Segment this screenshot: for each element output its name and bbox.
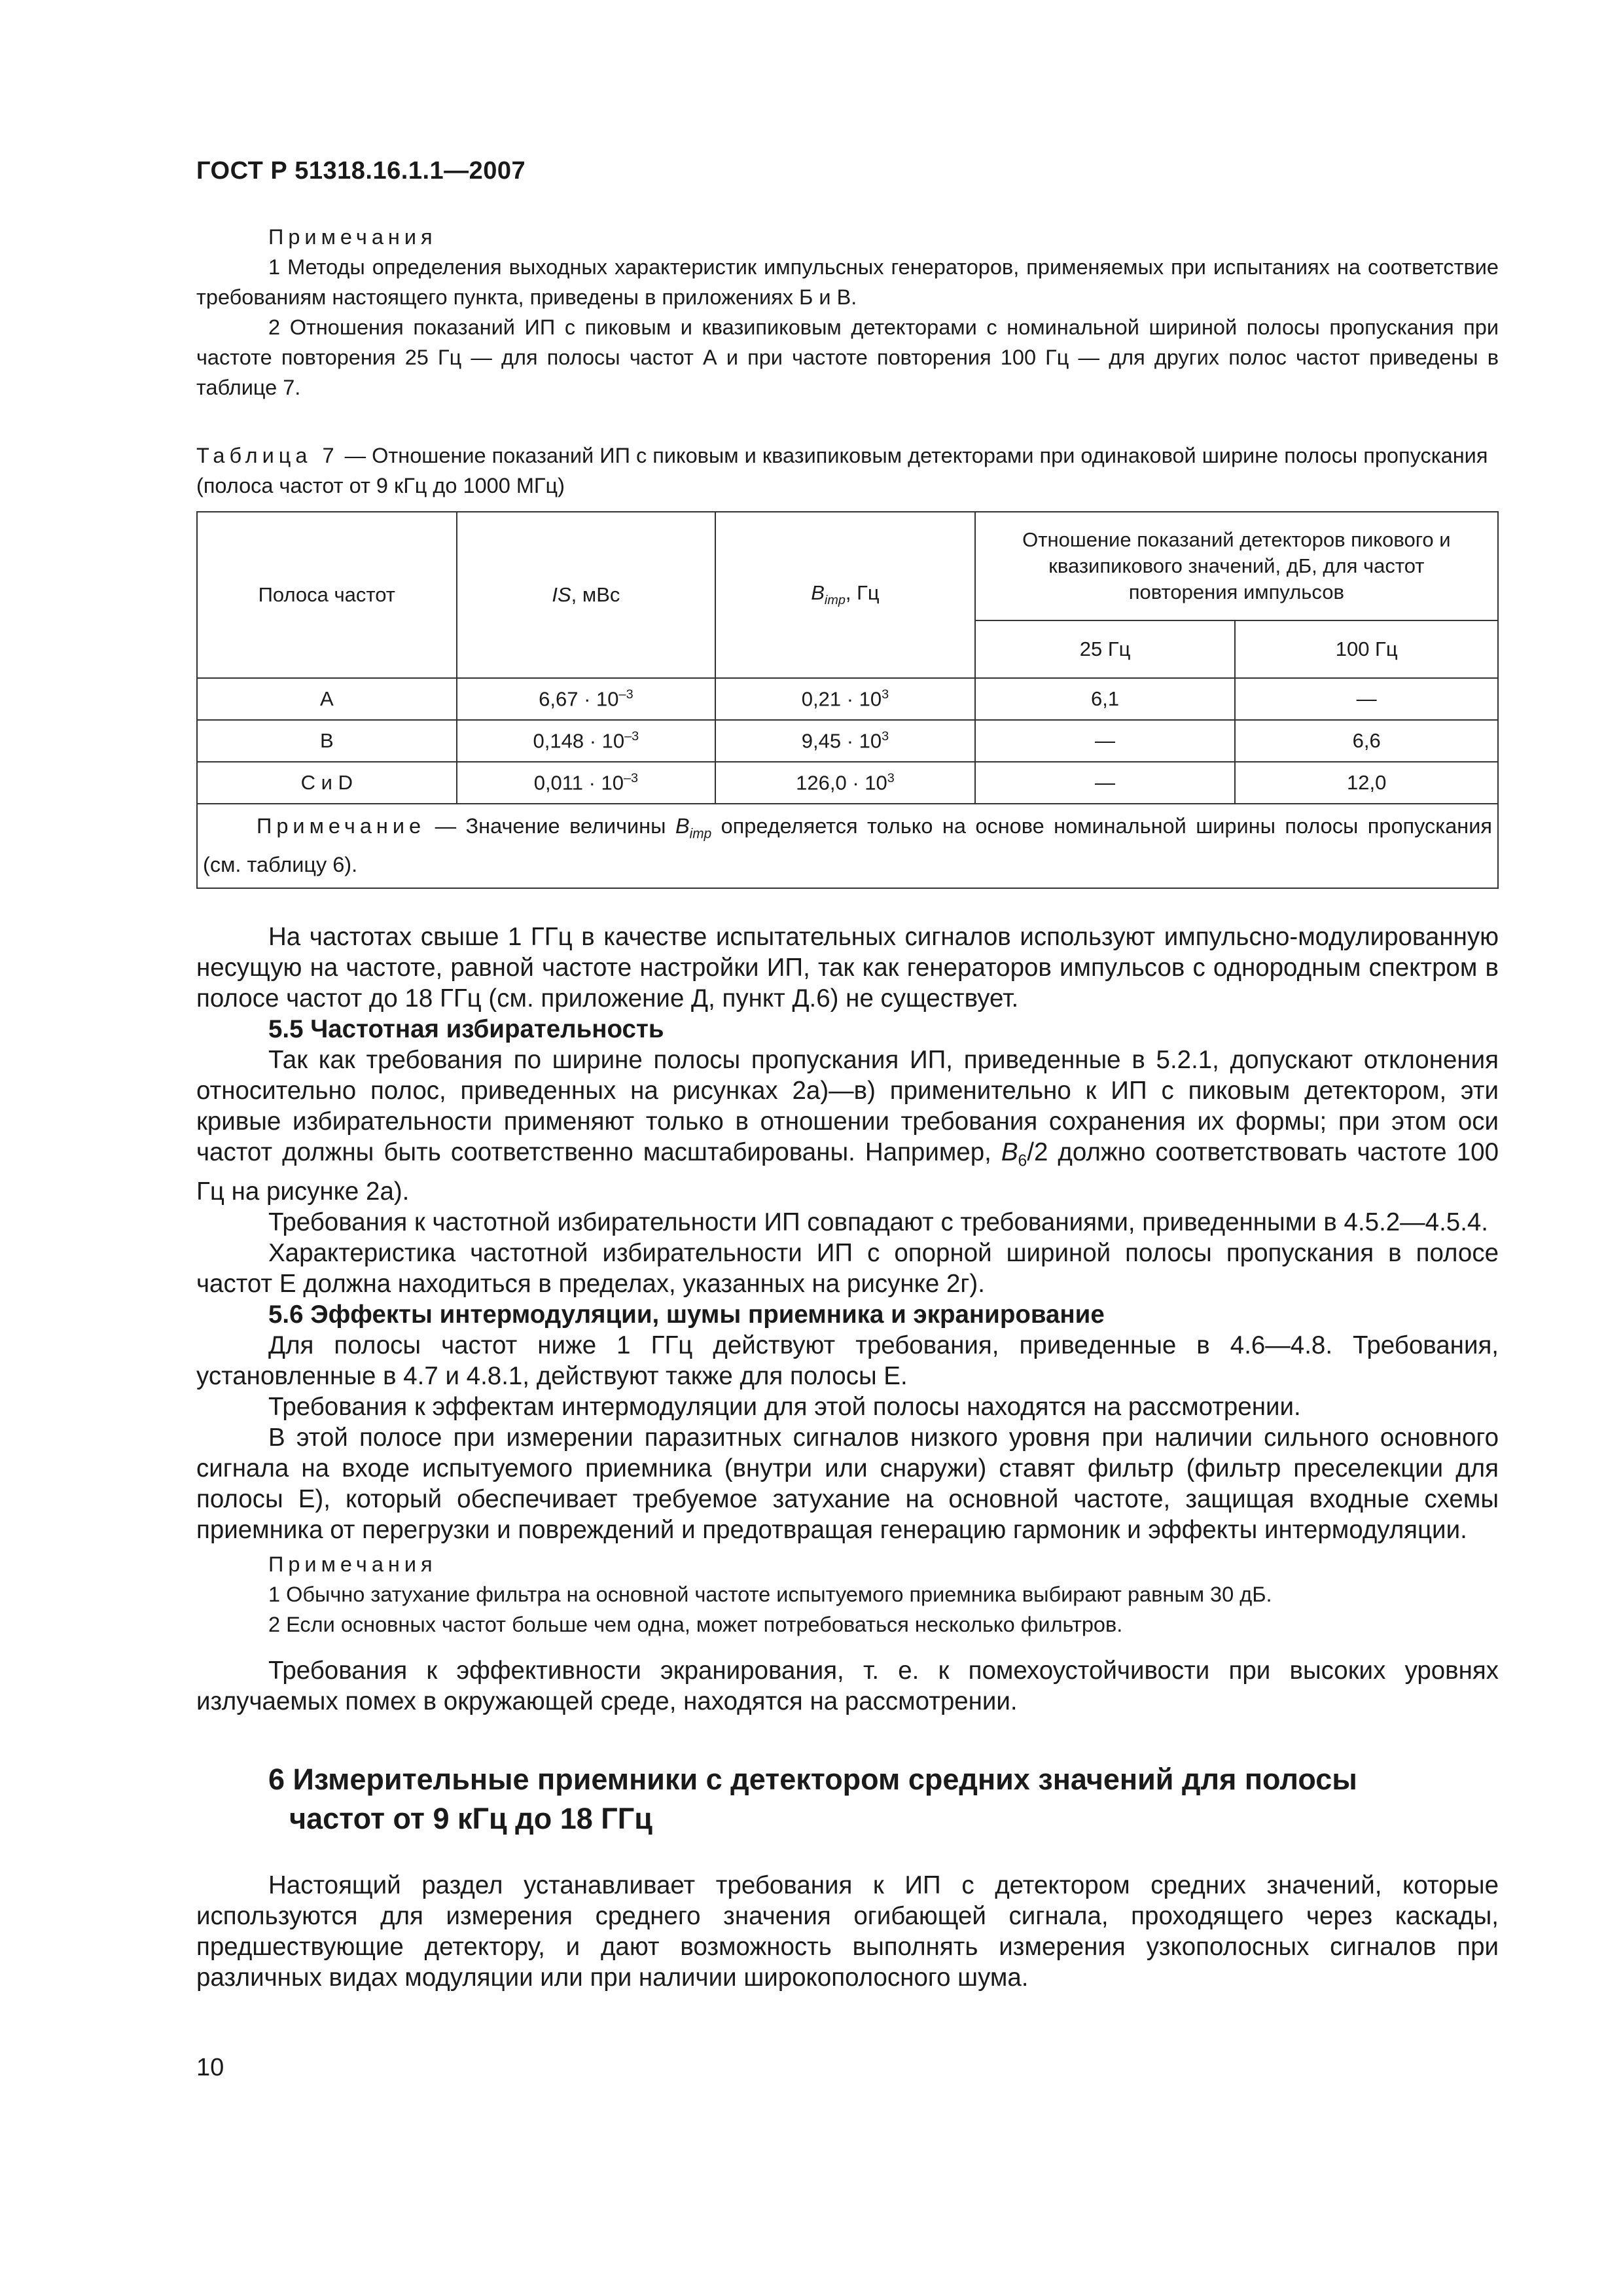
paragraph: Требования к эффективности экранирования, т. е. к помехоустойчивости при высоких уровнях излучаемых помех в окружающей среде, находятся на рассмотрении.	[196, 1657, 1499, 1716]
header-bimp: $B_{imp}$, Гц	[715, 512, 975, 678]
table-row: А $6,67 \cdot 10^{-3}$ $0,21 \cdot 10^3$ 6,1 —	[197, 678, 1498, 720]
header-100hz: 100 Гц	[1235, 620, 1498, 678]
notes-title: Примечания	[268, 225, 437, 249]
notes-block-1	[196, 222, 1499, 403]
table-caption: Таблица 7 — Отношение показаний ИП с пиковым и квазипиковым детекторами при одинаковой ширине полосы пропускания (полоса частот от 9 кГц до 1000 МГц)	[196, 444, 1488, 497]
paragraph: Так как требования по ширине полосы пропускания ИП, приведенные в 5.2.1, допускают отклонения относительно полос, приведенных на рисунках 2а)—в) применительно к ИП с пиковым детектором, эти кривые избирательности применяют только в отношении требования сохранения их формы; при этом оси частот должны быть соответственно масштабированы. Например, $B_6/2$ должно соответствовать частоте 100 Гц на рисунке 2а).	[196, 1045, 1499, 1206]
header-ratio: Отношение показаний детекторов пикового и квазипикового значений, дБ, для частот повторения импульсов	[975, 512, 1498, 620]
document-header: ГОСТ Р 51318.16.1.1—2007	[196, 157, 526, 185]
section-heading-5-6: 5.6 Эффекты интермодуляции, шумы приемника и экранирование	[268, 1300, 1105, 1329]
note-item: 1 Обычно затухание фильтра на основной частоте испытуемого приемника выбирают равным 30 дБ.	[268, 1583, 1272, 1607]
section-heading-5-5: 5.5 Частотная избирательность	[268, 1014, 664, 1043]
page-content	[196, 157, 1499, 1993]
table-7	[196, 511, 1499, 889]
paragraph: На частотах свыше 1 ГГц в качестве испытательных сигналов используют импульсно-модулированную несущую на частоте, равной частоте настройки ИП, так как генераторов импульсов с однородным спектром в полосе частот до 18 ГГц (см. приложение Д, пункт Д.6) не существует.	[196, 922, 1499, 1013]
table-note-row	[197, 804, 1498, 888]
note-item: 2 Отношения показаний ИП с пиковым и квазипиковым детекторами с номинальной шириной полосы пропускания при частоте повторения 25 Гц — для полосы частот А и при частоте повторения 100 Гц — для других полос частот приведены в таблице 7.	[196, 315, 1499, 399]
paragraph: Для полосы частот ниже 1 ГГц действуют требования, приведенные в 4.6—4.8. Требования, установленные в 4.7 и 4.8.1, действуют также для полосы Е.	[196, 1331, 1499, 1391]
header-25hz: 25 Гц	[975, 620, 1236, 678]
note-item: 2 Если основных частот больше чем одна, может потребоваться несколько фильтров.	[268, 1613, 1123, 1637]
paragraph: Характеристика частотной избирательности ИП с опорной шириной полосы пропускания в полосе частот Е должна находиться в пределах, указанных на рисунке 2г).	[196, 1239, 1499, 1299]
table-row: В $0,148 \cdot 10^{-3}$ $9,45 \cdot 10^3$ — 6,6	[197, 720, 1498, 762]
header-band: Полоса частот	[197, 512, 457, 678]
main-text	[196, 922, 1499, 1546]
paragraph: Настоящий раздел устанавливает требования к ИП с детектором средних значений, которые используются для измерения среднего значения огибающей сигнала, проходящего через каскады, предшествующие детектору, и дают возможность выполнять измерения узкополосных сигналов при различных видах модуляции или при наличии широкополосного шума.	[196, 1871, 1499, 1992]
table-row: С и D $0,011 \cdot 10^{-3}$ $126,0 \cdot 10^3$ — 12,0	[197, 762, 1498, 804]
table-header-row	[197, 512, 1498, 620]
notes-title: Примечания	[268, 1552, 437, 1577]
paragraph: Требования к частотной избирательности ИП совпадают с требованиями, приведенными в 4.5.2—4.5.4.	[268, 1208, 1488, 1237]
paragraph: Требования к эффектам интермодуляции для этой полосы находятся на рассмотрении.	[268, 1393, 1301, 1422]
notes-block-2	[196, 1549, 1499, 1640]
header-is: IS, мВс	[457, 512, 716, 678]
section-heading-6: 6 Измерительные приемники с детектором средних значений для полосы частот от 9 кГц до 18 ГГц	[268, 1763, 1357, 1836]
paragraph: В этой полосе при измерении паразитных сигналов низкого уровня при наличии сильного основного сигнала на входе испытуемого приемника (внутри или снаружи) ставят фильтр (фильтр преселекции для полосы Е), который обеспечивает требуемое затухание на основной частоте, защищая входные схемы приемника от перегрузки и повреждений и предотвращая генерацию гармоник и эффекты интермодуляции.	[196, 1424, 1499, 1545]
table-note: Примечание — Значение величины $B_{imp}$ определяется только на основе номинальной ширины полосы пропускания (см. таблицу 6).	[197, 804, 1498, 888]
note-item: 1 Методы определения выходных характеристик импульсных генераторов, применяемых при испытаниях на соответствие требованиям настоящего пункта, приведены в приложениях Б и В.	[196, 255, 1499, 309]
page-number: 10	[196, 2054, 224, 2081]
